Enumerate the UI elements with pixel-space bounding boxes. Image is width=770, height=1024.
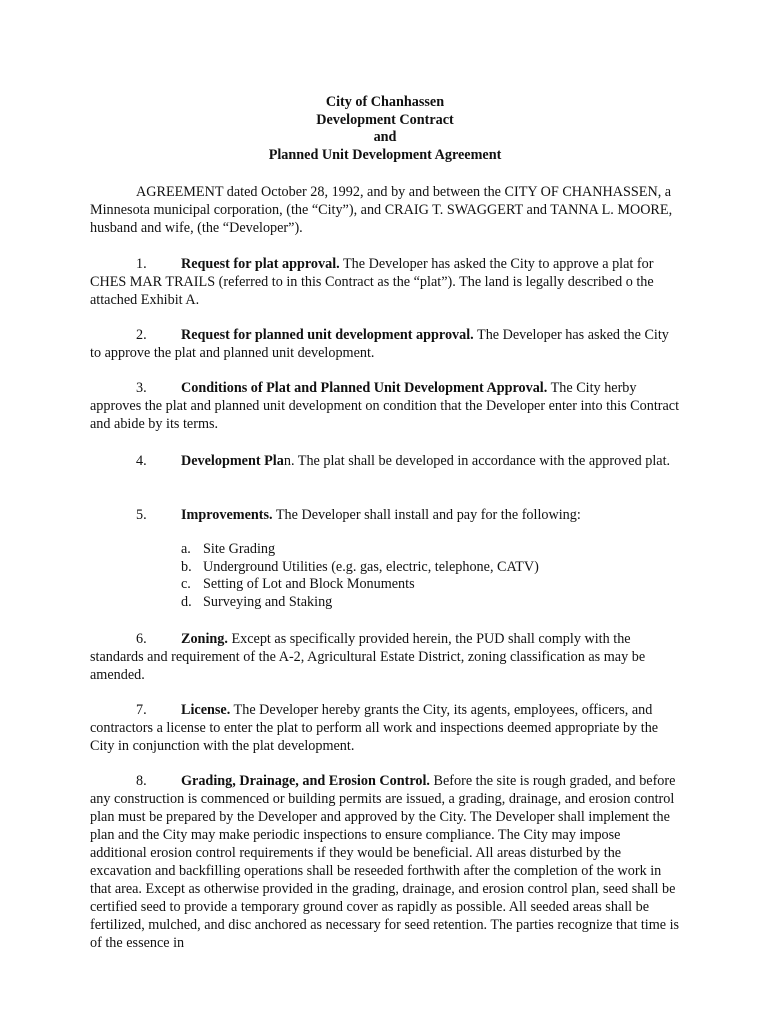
list-item: c. Setting of Lot and Block Monuments	[181, 576, 415, 592]
improvements-list	[181, 541, 539, 611]
section-5-number: 5.	[136, 507, 147, 523]
section-7-text: The Developer hereby grants the City, its agents, employees, officers, and contractors a license to enter the plat to perform all work and inspections deemed appropriate by the City in conjunction with the plat development.	[90, 702, 659, 754]
section-7	[90, 701, 680, 755]
title-line-2: Development Contract	[316, 111, 454, 128]
section-2-number: 2.	[136, 327, 147, 343]
section-4-heading: Development Pla	[181, 453, 284, 469]
section-8-heading: Grading, Drainage, and Erosion Control.	[181, 773, 430, 789]
section-2	[90, 326, 680, 362]
section-6	[90, 630, 680, 684]
document-title	[0, 94, 770, 164]
section-8	[90, 772, 680, 952]
section-3-text: The City herby approves the plat and planned unit development on condition that the Developer enter into this Contract and abide by its terms.	[90, 380, 680, 432]
list-item: d. Surveying and Staking	[181, 593, 333, 610]
title-line-4: Planned Unit Development Agreement	[268, 146, 502, 163]
section-4-text: n. The plat shall be developed in accordance with the approved plat.	[283, 453, 671, 469]
section-7-heading: License.	[181, 702, 231, 718]
section-3	[90, 379, 680, 433]
section-6-heading: Zoning.	[181, 631, 228, 647]
section-2-text: The Developer has asked the City to approve the plat and planned unit development.	[90, 327, 669, 361]
section-4-number: 4.	[136, 453, 147, 469]
title-line-1: City of Chanhassen	[325, 94, 445, 110]
section-3-number: 3.	[136, 380, 147, 396]
intro-text: AGREEMENT dated October 28, 1992, and by and between the CITY OF CHANHASSEN, a Minnesota municipal corporation, (the “City”), and CRAIG T. SWAGGERT and TANNA L. MOORE, husband and wife, (the “Developer”).	[90, 184, 673, 236]
section-7-number: 7.	[136, 702, 147, 718]
section-6-text: Except as specifically provided herein, the PUD shall comply with the standards and requirement of the A-2, Agricultural Estate District, zoning classification as may be amended.	[90, 631, 646, 683]
list-item: b. Underground Utilities (e.g. gas, electric, telephone, CATV)	[181, 558, 539, 575]
intro-paragraph	[90, 183, 680, 237]
section-3-heading: Conditions of Plat and Planned Unit Development Approval.	[181, 380, 548, 396]
section-1-text: The Developer has asked the City to approve a plat for CHES MAR TRAILS (referred to in this Contract as the “plat”). The land is legally described o the attached Exhibit A.	[90, 256, 654, 308]
section-5-text: The Developer shall install and pay for the following:	[272, 507, 581, 523]
list-item: a. Site Grading	[181, 541, 276, 557]
section-6-number: 6.	[136, 631, 147, 647]
section-8-number: 8.	[136, 773, 147, 789]
section-2-heading: Request for planned unit development approval.	[181, 327, 474, 343]
section-5-heading: Improvements.	[181, 507, 273, 523]
section-1	[90, 255, 680, 309]
section-8-text: Before the site is rough graded, and before any construction is commenced or building permits are issued, a grading, drainage, and erosion control plan must be prepared by the Developer and approved by the City. The Developer shall implement the plan and the City may make periodic inspections to ensure compliance. The City may impose additional erosion control requirements if they would be beneficial. All areas disturbed by the excavation and backfilling operations shall be reseeded forthwith after the completion of the work in that area. Except as otherwise provided in the grading, drainage, and erosion control plan, seed shall be certified seed to provide a temporary ground cover as rapidly as possible. All seeded areas shall be fertilized, mulched, and disc anchored as necessary for seed retention. The parties recognize that time is of the essence in	[90, 773, 680, 951]
section-1-number: 1.	[136, 256, 147, 272]
title-line-3: and	[373, 129, 397, 145]
section-1-heading: Request for plat approval.	[181, 256, 340, 272]
